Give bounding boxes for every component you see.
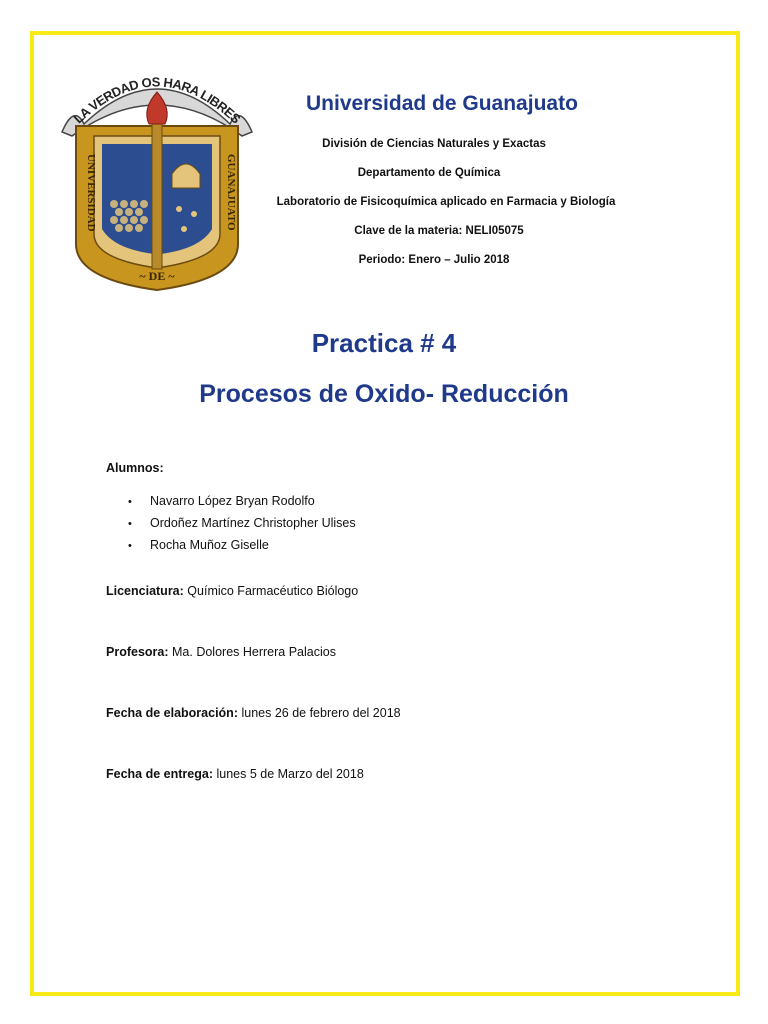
- professor-line: [106, 645, 336, 659]
- degree-value: Químico Farmacéutico Biólogo: [187, 584, 359, 598]
- svg-text:UNIVERSIDAD: UNIVERSIDAD: [85, 154, 97, 232]
- practice-number: Practica # 4: [311, 328, 457, 358]
- list-item: • Rocha Muñoz Giselle: [128, 538, 269, 552]
- made-date-line: [106, 706, 401, 720]
- delivery-date-line: [106, 767, 364, 781]
- students-label: Alumnos:: [106, 461, 164, 475]
- department: Departamento de Química: [357, 167, 501, 179]
- course-key: Clave de la materia: NELI05075: [354, 225, 524, 237]
- svg-text:LA VERDAD OS HARA LIBRES: LA VERDAD OS HARA LIBRES: [70, 74, 244, 127]
- list-item: • Navarro López Bryan Rodolfo: [128, 494, 315, 508]
- delivery-date-value: lunes 5 de Marzo del 2018: [216, 767, 364, 781]
- practice-title: Procesos de Oxido- Reducción: [199, 380, 569, 408]
- degree-label: Licenciatura:: [106, 584, 184, 598]
- svg-text:GUANAJUATO: GUANAJUATO: [225, 154, 237, 231]
- students-list: [128, 490, 356, 556]
- laboratory: Laboratorio de Fisicoquímica aplicado en Farmacia y Biología: [276, 196, 616, 208]
- degree-line: [106, 584, 358, 598]
- list-item: • Ordoñez Martínez Christopher Ulises: [128, 516, 356, 530]
- professor-label: Profesora:: [106, 645, 169, 659]
- delivery-date-label: Fecha de entrega:: [106, 767, 213, 781]
- svg-text:~ DE ~: ~ DE ~: [139, 269, 175, 283]
- division: División de Ciencias Naturales y Exactas: [322, 138, 546, 150]
- period: Periodo: Enero – Julio 2018: [358, 254, 510, 266]
- made-date-value: lunes 26 de febrero del 2018: [241, 706, 401, 720]
- university-name: Universidad de Guanajuato: [306, 92, 578, 115]
- made-date-label: Fecha de elaboración:: [106, 706, 238, 720]
- professor-value: Ma. Dolores Herrera Palacios: [172, 645, 336, 659]
